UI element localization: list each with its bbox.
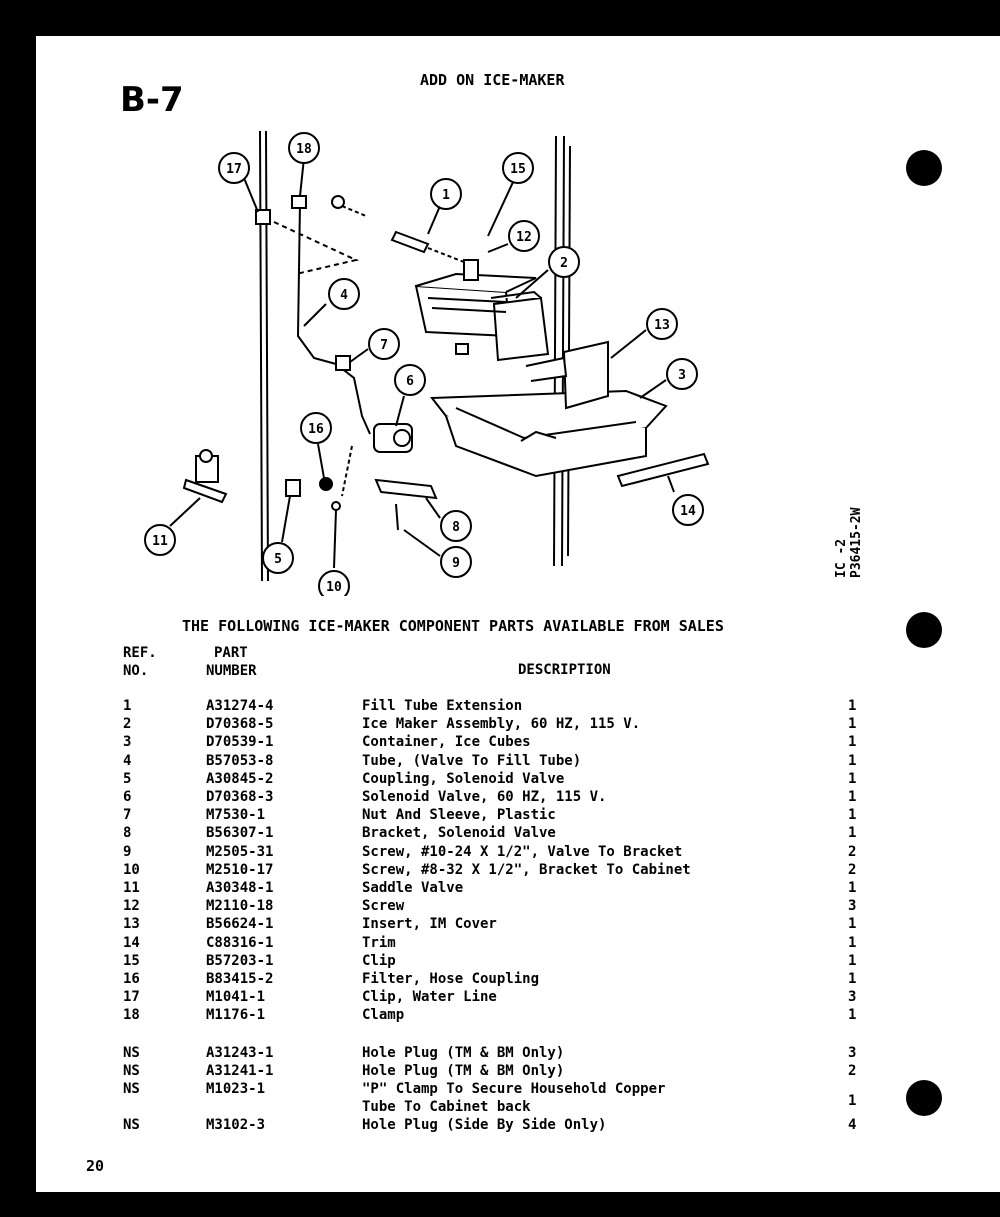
part-description: Hole Plug (Side By Side Only)	[362, 1117, 607, 1133]
part-number: M1176-1	[206, 1007, 266, 1024]
svg-text:17: 17	[226, 162, 242, 177]
table-row	[36, 1062, 1000, 1080]
ref-number: 5	[123, 770, 132, 787]
callout-15	[503, 153, 533, 183]
part-description: Container, Ice Cubes	[362, 734, 531, 751]
svg-text:18: 18	[296, 142, 312, 157]
part-number: A31274-4	[206, 698, 274, 714]
part-description: Bracket, Solenoid Valve	[362, 825, 556, 842]
ref-number: NS	[123, 1117, 140, 1133]
ref-number: 18	[123, 1007, 140, 1024]
side-code-line-2: P36415-2W	[849, 507, 864, 578]
part-number: D70368-3	[206, 789, 274, 805]
svg-text:4: 4	[340, 288, 348, 303]
ref-column-header: REF. NO.	[123, 645, 157, 679]
part-number: M1023-1	[206, 1081, 266, 1097]
svg-text:3: 3	[678, 368, 686, 383]
table-row	[36, 770, 1000, 788]
part-description: Hole Plug (TM & BM Only)	[362, 1045, 565, 1061]
part-number: B57203-1	[206, 952, 274, 969]
table-row	[36, 697, 1000, 715]
quantity: 2	[848, 1063, 857, 1079]
parts-sheet-page	[36, 36, 1000, 1192]
part-description: Fill Tube Extension	[362, 698, 523, 714]
callout-1	[431, 179, 461, 209]
ref-number: 2	[123, 716, 132, 733]
quantity: 1	[848, 880, 857, 896]
table-row	[36, 952, 1000, 970]
part-description: Tube, (Valve To Fill Tube)	[362, 752, 582, 769]
part-description: Nut And Sleeve, Plastic	[362, 807, 556, 824]
table-row	[36, 806, 1000, 824]
table-row	[36, 788, 1000, 806]
ice-container-drawing	[432, 391, 666, 476]
quantity: 1	[848, 916, 857, 933]
water-tube-drawing	[256, 196, 370, 434]
quantity: 1	[848, 1093, 857, 1109]
table-row	[36, 1116, 1000, 1134]
ref-number: 14	[123, 934, 140, 951]
svg-text:16: 16	[308, 422, 324, 437]
svg-text:6: 6	[406, 374, 414, 389]
binder-hole	[906, 1080, 942, 1116]
callout-bubbles	[145, 133, 703, 596]
quantity: 3	[848, 1045, 857, 1061]
part-number: M3102-3	[206, 1117, 266, 1133]
svg-text:1: 1	[442, 188, 450, 203]
quantity: 1	[848, 734, 857, 751]
part-number: M2505-31	[206, 843, 274, 860]
saddle-valve-drawing	[184, 450, 226, 502]
part-number: A30348-1	[206, 880, 274, 896]
ref-number: 12	[123, 898, 140, 915]
quantity: 1	[848, 807, 857, 824]
part-number: M2110-18	[206, 898, 274, 915]
part-description: Filter, Hose Coupling	[362, 971, 540, 987]
binder-hole	[906, 150, 942, 186]
table-row	[36, 970, 1000, 988]
ref-number: 10	[123, 861, 140, 878]
table-row	[36, 915, 1000, 933]
part-column-header: PART NUMBER	[206, 645, 257, 679]
quantity: 1	[848, 752, 857, 769]
table-row	[36, 988, 1000, 1006]
table-row	[36, 824, 1000, 842]
ref-number: 13	[123, 916, 140, 933]
quantity: 3	[848, 898, 857, 915]
svg-text:2: 2	[560, 256, 568, 271]
callout-4	[329, 279, 359, 309]
part-number: A31243-1	[206, 1045, 274, 1061]
binder-hole	[906, 612, 942, 648]
callout-14	[673, 495, 703, 525]
availability-note: THE FOLLOWING ICE-MAKER COMPONENT PARTS AVAILABLE FROM SALES	[182, 617, 724, 635]
table-row	[36, 1080, 1000, 1115]
ref-number: NS	[123, 1045, 140, 1061]
part-description: Coupling, Solenoid Valve	[362, 770, 565, 787]
quantity: 1	[848, 770, 857, 787]
part-description: Ice Maker Assembly, 60 HZ, 115 V.	[362, 716, 641, 733]
svg-text:12: 12	[516, 230, 532, 245]
ref-number: 7	[123, 807, 132, 824]
table-row	[36, 715, 1000, 733]
part-description: Clamp	[362, 1007, 405, 1024]
quantity: 1	[848, 1007, 857, 1024]
svg-text:11: 11	[152, 534, 168, 549]
callout-16	[301, 413, 331, 443]
part-description: Screw	[362, 898, 405, 915]
part-number: A31241-1	[206, 1063, 274, 1079]
sheet-code: B-7	[120, 80, 184, 120]
ref-number: NS	[123, 1081, 140, 1097]
description-column-header: DESCRIPTION	[518, 662, 611, 678]
callout-6	[395, 365, 425, 395]
side-code-line-1: IC -2	[834, 538, 849, 578]
part-number: M7530-1	[206, 807, 266, 824]
part-description: Clip, Water Line	[362, 989, 497, 1006]
svg-text:13: 13	[654, 318, 670, 333]
ref-number: 3	[123, 734, 132, 751]
ref-number: 9	[123, 843, 132, 860]
part-number: M2510-17	[206, 861, 274, 878]
part-number: B57053-8	[206, 752, 274, 769]
quantity: 1	[848, 971, 857, 987]
quantity: 2	[848, 843, 857, 860]
part-description: Solenoid Valve, 60 HZ, 115 V.	[362, 789, 607, 805]
part-number: B83415-2	[206, 971, 274, 987]
svg-text:15: 15	[510, 162, 526, 177]
ref-number: 11	[123, 880, 140, 896]
quantity: 1	[848, 698, 857, 714]
callout-7	[369, 329, 399, 359]
part-description: "P" Clamp To Secure Household Copper	[362, 1081, 666, 1097]
svg-text:9: 9	[452, 556, 460, 571]
svg-text:8: 8	[452, 520, 460, 535]
quantity: 3	[848, 989, 857, 1006]
svg-text:7: 7	[380, 338, 388, 353]
ref-number: 15	[123, 952, 140, 969]
part-description: Screw, #10-24 X 1/2", Valve To Bracket	[362, 843, 683, 860]
part-number: A30845-2	[206, 770, 274, 787]
table-row	[36, 879, 1000, 897]
part-description-continued: Tube To Cabinet back	[362, 1099, 531, 1115]
ref-number: 16	[123, 971, 140, 987]
part-description: Insert, IM Cover	[362, 916, 497, 933]
callout-10	[319, 571, 349, 596]
callout-18	[289, 133, 319, 163]
ref-number: 17	[123, 989, 140, 1006]
callout-11	[145, 525, 175, 555]
side-document-code	[834, 508, 864, 578]
ref-number: NS	[123, 1063, 140, 1079]
part-description: Saddle Valve	[362, 880, 464, 896]
table-row	[36, 843, 1000, 861]
page-number: 20	[86, 1157, 105, 1175]
ref-number: 1	[123, 698, 132, 714]
svg-text:5: 5	[274, 552, 282, 567]
quantity: 1	[848, 789, 857, 805]
callout-13	[647, 309, 677, 339]
callout-17	[219, 153, 249, 183]
part-number: B56307-1	[206, 825, 274, 842]
part-number: M1041-1	[206, 989, 266, 1006]
callout-5	[263, 543, 293, 573]
svg-text:14: 14	[680, 504, 696, 519]
part-description: Hole Plug (TM & BM Only)	[362, 1063, 565, 1079]
part-number: D70368-5	[206, 716, 274, 733]
quantity: 1	[848, 825, 857, 842]
table-row	[36, 733, 1000, 751]
table-row	[36, 752, 1000, 770]
part-description: Screw, #8-32 X 1/2", Bracket To Cabinet	[362, 861, 691, 878]
part-description: Clip	[362, 952, 396, 969]
part-number: D70539-1	[206, 734, 274, 751]
svg-text:10: 10	[326, 580, 342, 595]
callout-3	[667, 359, 697, 389]
callout-2	[549, 247, 579, 277]
table-row	[36, 1044, 1000, 1062]
part-description: Trim	[362, 934, 396, 951]
table-row	[36, 1006, 1000, 1024]
ice-maker-assembly-drawing	[416, 260, 548, 360]
quantity: 1	[848, 716, 857, 733]
callout-9	[441, 547, 471, 577]
quantity: 1	[848, 934, 857, 951]
part-number: B56624-1	[206, 916, 274, 933]
part-number: C88316-1	[206, 934, 274, 951]
callout-8	[441, 511, 471, 541]
table-row	[36, 861, 1000, 879]
page-title: ADD ON ICE-MAKER	[420, 71, 565, 89]
ref-number: 6	[123, 789, 132, 805]
callout-12	[509, 221, 539, 251]
quantity: 1	[848, 952, 857, 969]
quantity: 4	[848, 1117, 857, 1133]
quantity: 2	[848, 861, 857, 878]
ref-number: 8	[123, 825, 132, 842]
ref-number: 4	[123, 752, 132, 769]
table-row	[36, 897, 1000, 915]
table-row	[36, 934, 1000, 952]
